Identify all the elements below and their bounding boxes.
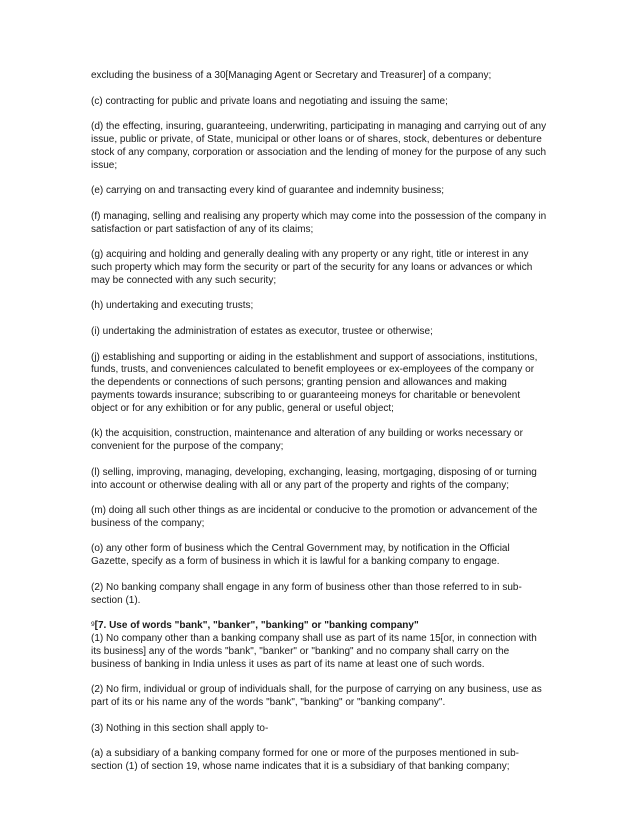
paragraph: (e) carrying on and transacting every kind of guarantee and indemnity business; [91, 185, 444, 197]
paragraph: excluding the business of a 30[Managing Agent or Secretary and Treasurer] of a company; [91, 70, 492, 81]
paragraph: (g) acquiring and holding and generally dealing with any property or any right, title or interest in any such property which may form the security or part of the security for any loans or advances or which may be connected with any such security; [91, 249, 533, 286]
paragraph: (2) No firm, individual or group of individuals shall, for the purpose of carrying on any business, use as part of its or his name any of the words "bank", "banking" or "banking company". [91, 684, 542, 709]
paragraph: (h) undertaking and executing trusts; [91, 300, 254, 312]
paragraph: (i) undertaking the administration of estates as executor, trustee or otherwise; [91, 325, 433, 337]
paragraph: (o) any other form of business which the Central Government may, by notification in the Official Gazette, specify as a form of business in which it is lawful for a banking company to engage. [91, 543, 510, 568]
paragraph: (f) managing, selling and realising any property which may come into the possession of the company in satisfaction or part satisfaction of any of its claims; [91, 210, 547, 235]
paragraph: (m) doing all such other things as are incidental or conducive to the promotion or advancement of the business of the company; [91, 505, 538, 529]
paragraph: (2) No banking company shall engage in any form of business other than those referred to in sub-section (1). [91, 581, 522, 606]
paragraph: (a) a subsidiary of a banking company formed for one or more of the purposes mentioned in sub-section (1) of section 19, whose name indicates that it is a subsidiary of that banking company; [91, 748, 520, 773]
paragraph: (d) the effecting, insuring, guaranteeing, underwriting, participating in managing and carrying out of any issue, public or private, of State, municipal or other loans or of shares, stock, debentures or debenture stock of any company, corporation or association and the lending of money for the purpose of any such issue; [91, 121, 547, 171]
paragraph: (j) establishing and supporting or aiding in the establishment and support of associations, institutions, funds, trusts, and conveniences calculated to benefit employees or ex-employees of the company or the dependents or connections of such persons; granting pension and allowances and making payments towards insurance; subscribing to or guaranteeing moneys for charitable or benevolent object or for any exhibition or for any public, general or useful object; [91, 351, 538, 414]
paragraph: (1) No company other than a banking company shall use as part of its name 15[or, in connection with its business] any of the words "bank", "banker" or "banking" and no company shall carry on the business of banking in India unless it uses as part of its name at least one of such words. [91, 633, 537, 670]
paragraph: (c) contracting for public and private loans and negotiating and issuing the same; [91, 95, 448, 107]
section-heading: [7. Use of words "bank", "banker", "banking" or "banking company" [94, 620, 419, 632]
footnote-marker: 9 [91, 621, 95, 629]
paragraph: (k) the acquisition, construction, maintenance and alteration of any building or works necessary or convenient for the purpose of the company; [91, 428, 523, 453]
section-7-heading [91, 620, 548, 633]
paragraph: (3) Nothing in this section shall apply to- [91, 722, 269, 734]
paragraph: (l) selling, improving, managing, developing, exchanging, leasing, mortgaging, disposing of or turning into account or otherwise dealing with all or any part of the property and rights of the company; [91, 466, 537, 491]
